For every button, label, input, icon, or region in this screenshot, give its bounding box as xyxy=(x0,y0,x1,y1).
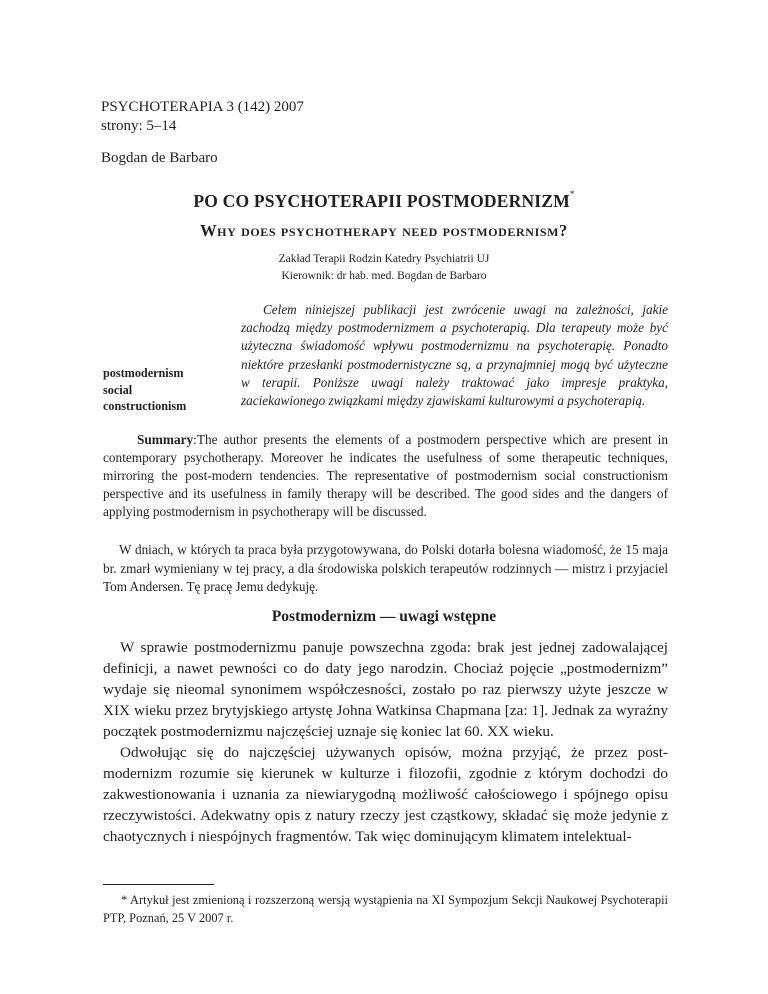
abstract-polish xyxy=(241,301,668,410)
footnote-separator xyxy=(103,884,214,885)
dedication-text: W dniach, w których ta praca była przygotowywana, do Polski dotarła bolesna wiadomość, że 15 maja br. zmarł wymieniany w tej pracy, a dla środowiska polskich terapeutów rodzinnych — mistrz i przyjaciel Tom Andersen. Tę pracę Jemu dedykuję. xyxy=(103,542,668,594)
journal-header xyxy=(101,98,304,136)
summary-paragraph xyxy=(103,431,668,521)
affiliation-line-2: Kierownik: dr hab. med. Bogdan de Barbaro xyxy=(281,270,487,282)
body-paragraph: W sprawie postmodernizmu panuje powszechna zgoda: brak jest jednej zadowalającej definicji, a nawet pewności co do daty jego narodzin. Chociaż pojęcie „postmodernizm” wydaje się nieomal synonimem współczesności, zostało po raz pierwszy użyte jeszcze w XIX wieku przez brytyjskiego artystę Johna Watkinsa Chapmana [za: 1]. Jednak za wyraźny początek postmodernizmu najczęściej uznaje się koniec lat 60. XX wieku. xyxy=(103,639,668,740)
footnote-text: * Artykuł jest zmienioną i rozszerzoną wersją wystąpienia na XI Sympozjum Sekcji Naukowej Psychoterapii PTP, Poznań, 25 V 2007 r. xyxy=(103,893,668,925)
keyword: postmodernism xyxy=(103,366,184,380)
body-text xyxy=(103,637,668,847)
affiliation-line-1: Zakład Terapii Rodzin Katedry Psychiatrii UJ xyxy=(278,253,490,265)
dedication xyxy=(103,541,668,597)
article-title-text: PO CO PSYCHOTERAPII POSTMODERNIZM xyxy=(193,191,570,211)
author-name: Bogdan de Barbaro xyxy=(101,150,218,166)
article-title xyxy=(0,191,768,212)
summary-english xyxy=(103,431,668,521)
article-subtitle: Why does psychotherapy need postmodernism? xyxy=(200,221,568,240)
keywords xyxy=(103,365,186,415)
journal-issue: PSYCHOTERAPIA 3 (142) 2007 xyxy=(101,99,304,115)
footnote xyxy=(103,891,668,927)
abstract-polish-text: Celem niniejszej publikacji jest zwrócenie uwagi na zależności, jakie zachodzą między postmodernizmem a psychoterapią. Dla terapeuty może być użyteczna świadomość wpływu postmodernizmu na psychoterapię. Ponadto niektóre przesłanki postmodernistyczne są, a przynajmniej mogą być użyteczne w terapii. Poniższe uwagi należy traktować jako impresje praktyka, zaciekawionego związkami między zjawiskami kulturowymi a psychoterapią. xyxy=(241,302,668,409)
summary-text: :The author presents the elements of a postmodern perspective which are present in contemporary psychotherapy. Moreover he indicates the usefulness of some therapeutic techniques, mirroring the post-modern tendencies. The representative of postmodernism social constructionism perspective and its usefulness in family therapy will be described. The good sides and the dangers of applying postmodernism in psychotherapy will be discussed. xyxy=(103,432,668,519)
keyword: social xyxy=(103,382,133,397)
section-heading: Postmodernizm — uwagi wstępne xyxy=(271,608,497,625)
summary-label: Summary xyxy=(137,432,194,447)
body-paragraph: Odwołując się do najczęściej używanych opisów, można przyjąć, że przez post-modernizm rozumie się kierunek w kulturze i filozofii, zgodnie z którym dochodzi do zakwestionowania i uznania za niewiarygodną możliwość całościowego i spójnego opisu rzeczywistości. Adekwatny opis z natury rzeczy jest cząstkowy, składać się może jedynie z chaotycznych i niespójnych fragmentów. Tak więc dominującym klimatem intelektual- xyxy=(103,744,668,845)
title-footnote-mark: * xyxy=(569,189,575,199)
page-range: strony: 5–14 xyxy=(101,118,177,134)
keyword: constructionism xyxy=(103,399,187,413)
affiliation xyxy=(0,251,768,285)
